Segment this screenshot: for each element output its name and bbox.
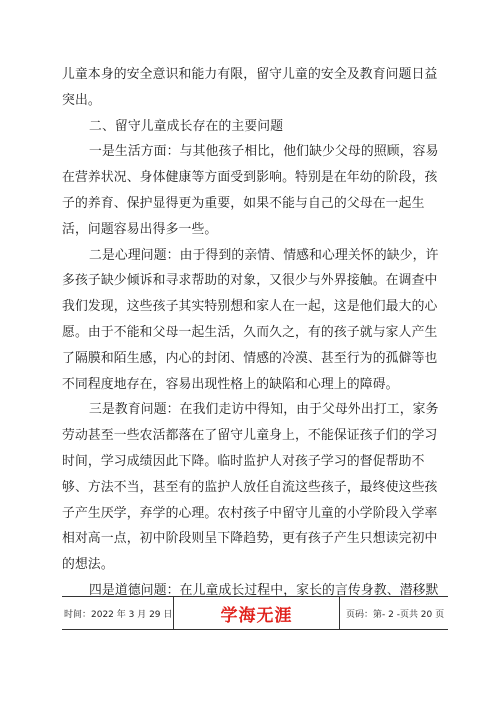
text-line: 子产生厌学，弃学的心理。农村孩子中留守儿童的小学阶段入学率 xyxy=(62,505,438,521)
brand-text: 学海无涯 xyxy=(220,605,293,626)
text-line: 在营养状况、身体健康等方面受到影响。特别是在年幼的阶段，孩 xyxy=(62,170,438,186)
text-line: 的想法。 xyxy=(62,557,114,573)
footer-date: 时间：2022 年 3 月 29 日 xyxy=(62,597,174,629)
text-line: 不同程度地存在，容易出现性格上的缺陷和心理上的障碍。 xyxy=(62,376,399,392)
text-line: 子的养育、保护显得更为重要，如果不能与自己的父母在一起生 xyxy=(62,195,425,211)
text-line: 愿。由于不能和父母一起生活，久而久之，有的孩子就与家人产生 xyxy=(62,324,438,340)
text-line: 我们发现，这些孩子其实特别想和家人在一起，这是他们最大的心 xyxy=(62,299,438,315)
text-line: 活，问题容易出得多一些。 xyxy=(62,221,218,237)
section-heading: 二、留守儿童成长存在的主要问题 xyxy=(89,118,284,134)
text-line: 三是教育问题：在我们走访中得知，由于父母外出打工，家务 xyxy=(89,402,439,418)
text-line: 儿童本身的安全意识和能力有限，留守儿童的安全及教育问题日益 xyxy=(62,67,438,82)
text-line: 劳动甚至一些农活都落在了留守儿童身上，不能保证孩子们的学习 xyxy=(62,428,438,444)
text-line: 够、方法不当，甚至有的监护人放任自流这些孩子，最终使这些孩 xyxy=(62,479,438,495)
footer-page-number: 页码：第- 2 -页共 20 页 xyxy=(346,609,445,620)
text-line: 一是生活方面：与其他孩子相比，他们缺少父母的照顾，容易 xyxy=(89,144,439,160)
text-line: 二是心理问题：由于得到的亲情、情感和心理关怀的缺少，许 xyxy=(89,247,439,263)
body-text xyxy=(62,62,447,604)
text-line: 突出。 xyxy=(62,92,101,108)
text-line: 时间，学习成绩因此下降。临时监护人对孩子学习的督促帮助不 xyxy=(62,453,425,469)
text-line: 相对高一点，初中阶段则呈下降趋势，更有孩子产生只想读完初中 xyxy=(62,531,438,547)
text-line: 了隔膜和陌生感，内心的封闭、情感的冷漠、甚至行为的孤僻等也 xyxy=(62,350,438,366)
text-line: 多孩子缺少倾诉和寻求帮助的对象，又很少与外界接触。在调查中 xyxy=(62,273,438,289)
page-footer xyxy=(62,596,448,630)
text-line: 四是道德问题：在儿童成长过程中，家长的言传身教、潜移默 xyxy=(89,582,439,598)
footer-brand-cell xyxy=(174,597,340,629)
